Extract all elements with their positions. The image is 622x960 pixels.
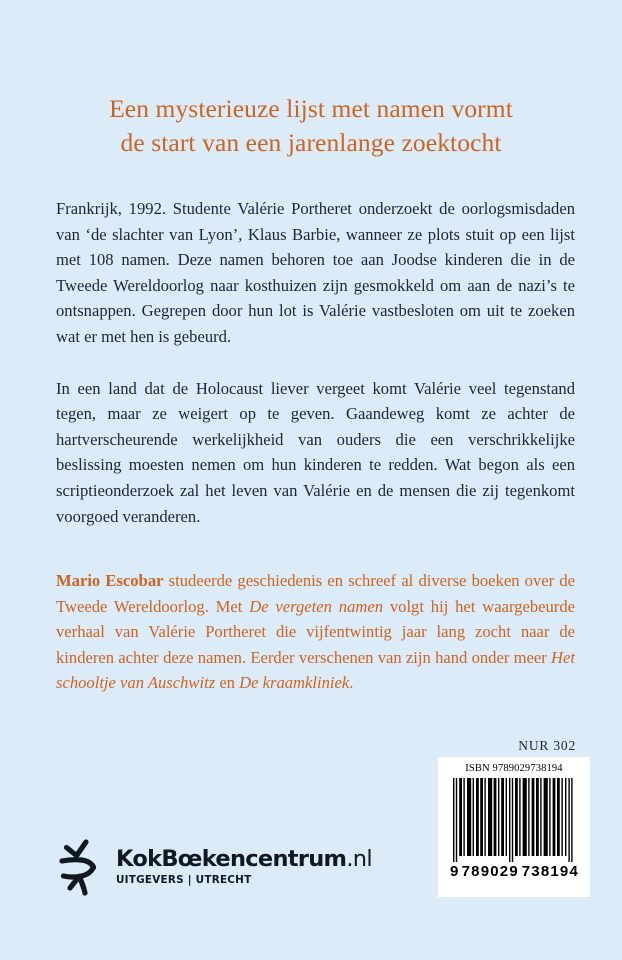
barcode-digit-lead: 9: [450, 863, 459, 880]
book-title-1: De vergeten namen: [249, 596, 384, 616]
headline-line-2: de start van een jarenlange zoektocht: [120, 128, 502, 157]
nur-code: NUR 302: [518, 738, 576, 753]
author-bio-paragraph: [56, 568, 575, 696]
book-title-2: Het schooltje van Auschwitz: [56, 647, 575, 693]
blurb-paragraph-1: Frankrijk, 1992. Studente Valérie Portheret onderzoekt de oorlogsmisdaden van ‘de slachter van Lyon’, Klaus Barbie, wanneer ze plots stuit op een lijst met 108 namen. Deze namen behoren toe aan Joodse kinderen die in de Tweede Wereldoorlog naar kosthuizen zijn gesmokkeld om aan de nazi’s te ontsnappen. Gegrepen door hun lot is Valérie vastbesloten om uit te zoeken wat er met hen is gebeurd.: [56, 199, 575, 346]
blurb-block: [56, 196, 575, 529]
publisher-logo: [57, 838, 372, 896]
isbn-label: ISBN 9789029738194: [465, 763, 563, 774]
publisher-name-main: KokBœkencentrum: [116, 845, 347, 872]
author-bio-segment-3: en: [215, 673, 240, 693]
author-bio-segment-4: .: [349, 673, 354, 693]
publisher-wordmark: [116, 845, 372, 887]
author-bio-segment-1: studeerde geschiedenis en schreef al diverse boeken over de Tweede Wereldoorlog. Met: [56, 571, 575, 616]
blurb-paragraph-2: In een land dat de Holocaust liever vergeet komt Valérie veel tegenstand tegen, maar ze weigert op te geven. Gaandeweg komt ze achter de hartverscheurende werkelijkheid van ouders die een verschrikkelijke beslissing moesten nemen om hun kinderen te redden. Wat begon als een scriptieonderzoek zal het leven van Valérie en de mensen die zij tegenkomt voorgoed veranderen.: [56, 378, 575, 526]
publisher-subtitle: UITGEVERS | UTRECHT: [116, 874, 252, 887]
barcode-digit-group-right: 738194: [521, 863, 579, 880]
book-title-3: De kraamkliniek: [239, 673, 350, 693]
kok-boekencentrum-mark-icon: [57, 838, 103, 896]
barcode-digit-group-left: 789029: [461, 863, 519, 880]
author-bio-block: [56, 568, 575, 696]
publisher-name-tld: .nl: [346, 845, 372, 872]
headline-line-1: Een mysterieuze lijst met namen vormt: [109, 94, 513, 123]
author-bio-segment-2: volgt hij het waargebeurde verhaal van Valérie Portheret die vijfentwintig jaar lang zocht naar de kinderen achter deze namen. Eerder verschenen van zijn hand onder meer: [56, 596, 575, 667]
barcode: [438, 757, 590, 897]
publisher-name: [116, 845, 372, 872]
barcode-bars-icon: [453, 778, 575, 862]
author-name: Mario Escobar: [56, 571, 164, 590]
headline: [48, 92, 574, 160]
barcode-digits: [449, 863, 579, 880]
